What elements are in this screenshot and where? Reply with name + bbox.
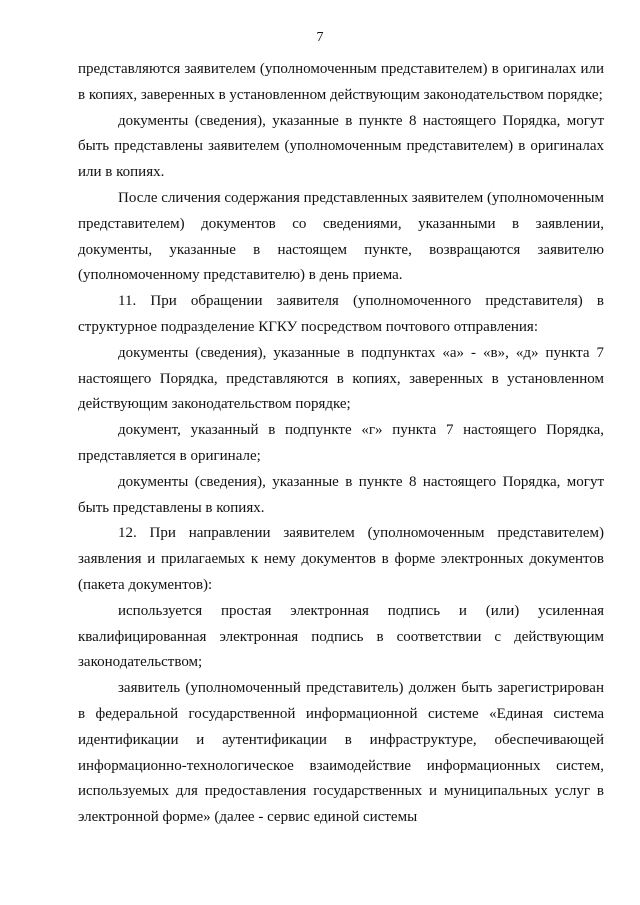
paragraph: документы (сведения), указанные в пункте 8 настоящего Порядка, могут быть представлены в копиях. [78, 473, 604, 516]
paragraph: После сличения содержания представленных заявителем (уполномоченным представителем) документов со сведениями, указанными в заявлении, документы, указанные в настоящем пункте, возвращаются заявителю (уполномоченному представителю) в день приема. [78, 189, 604, 284]
paragraph-item-12: 12. При направлении заявителем (уполномоченным представителем) заявления и прилагаемых к нему документов в форме электронных документов (пакета документов): [78, 525, 604, 593]
paragraph-item-11: 11. При обращении заявителя (уполномоченного представителя) в структурное подразделение КГКУ посредством почтового отправления: [78, 293, 604, 335]
paragraph: документ, указанный в подпункте «г» пункта 7 настоящего Порядка, представляется в оригинале; [78, 422, 604, 464]
paragraph: заявитель (уполномоченный представитель) должен быть зарегистрирован в федеральной государственной информационной системе «Единая система идентификации и аутентификации в инфраструктуре, обеспечивающей информационно-технологическое взаимодействие информационных систем, используемых для предоставления государственных и муниципальных услуг в электронной форме» (далее - сервис единой системы [78, 680, 604, 826]
page-number: 7 [316, 30, 324, 45]
document-body [78, 57, 604, 831]
paragraph: документы (сведения), указанные в подпунктах «а» - «в», «д» пункта 7 настоящего Порядка, представляются в копиях, заверенных в установленном действующим законодательством порядке; [78, 344, 604, 413]
paragraph: документы (сведения), указанные в пункте 8 настоящего Порядка, могут быть представлены заявителем (уполномоченным представителем) в оригиналах или в копиях. [78, 112, 604, 181]
paragraph-continuation: представляются заявителем (уполномоченным представителем) в оригиналах или в копиях, заверенных в установленном действующим законодательством порядке; [78, 61, 604, 103]
paragraph: используется простая электронная подпись и (или) усиленная квалифицированная электронная подпись в соответствии с действующим законодательством; [78, 602, 604, 671]
